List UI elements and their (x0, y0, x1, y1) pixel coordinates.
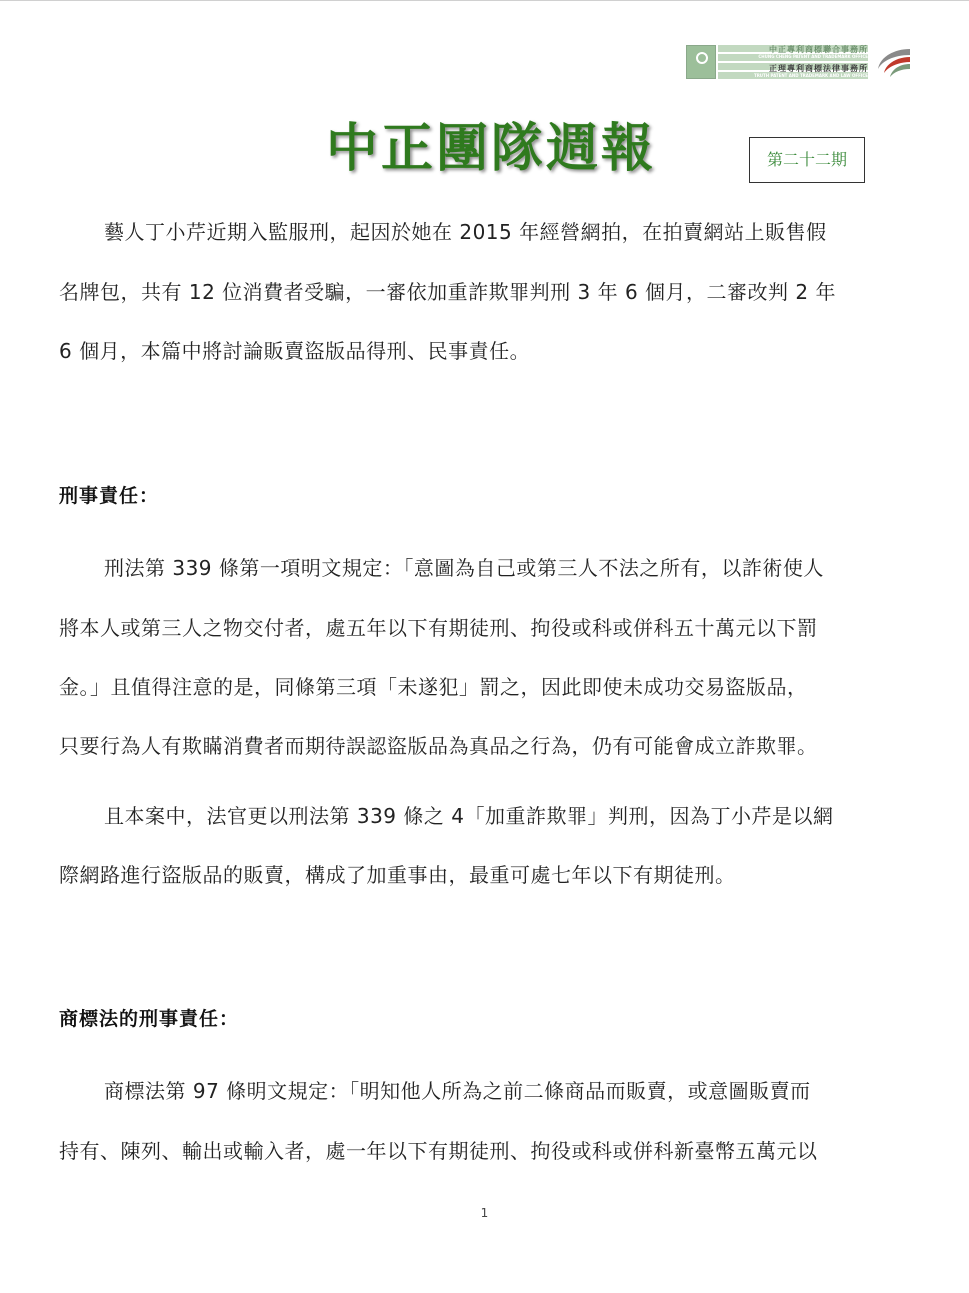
criminal-law-line: 刑法第 339 條第一項明文規定：「意圖為自己或第三人不法之所有，以詐術使人 (104, 556, 824, 580)
logo-emblem-icon (686, 45, 716, 79)
trademark-law-line: 持有、陳列、輸出或輸入者，處一年以下有期徒刑、拘役或科或併科新臺幣五萬元以 (59, 1139, 818, 1163)
criminal-law-line: 金。」且值得注意的是，同條第三項「未遂犯」罰之，因此即使未成功交易盜版品， (59, 675, 808, 699)
page-number: 1 (480, 1206, 489, 1220)
criminal-law-line: 只要行為人有欺瞞消費者而期待誤認盜版品為真品之行為，仍有可能會成立詐欺罪。 (59, 734, 818, 758)
logo-name-2: 正理專利商標法律事務所 (769, 64, 868, 73)
newsletter-title: 中正團隊週報 (326, 119, 657, 179)
issue-number-box: 第二十二期 (749, 137, 865, 183)
logo-english-1: CHUNG CHENG PATENT AND TRADEMARK OFFICE (758, 54, 868, 59)
aggravated-fraud-line: 際網路進行盜版品的販賣，構成了加重事由，最重可處七年以下有期徒刑。 (59, 863, 736, 887)
aggravated-fraud-line: 且本案中，法官更以刑法第 339 條之 4「加重詐欺罪」判刑，因為丁小芹是以網 (104, 804, 834, 828)
firm-logo (686, 43, 912, 81)
intro-line: 6 個月，本篇中將討論販賣盜版品得刑、民事責任。 (59, 339, 531, 363)
logo-english-2: TRUTH PATENT AND TRADEMARK AND LAW OFFICE (753, 73, 868, 78)
criminal-law-line: 將本人或第三人之物交付者，處五年以下有期徒刑、拘役或科或併科五十萬元以下罰 (59, 616, 818, 640)
logo-name-1: 中正專利商標聯合事務所 (769, 45, 868, 54)
logo-swoosh-icon (872, 43, 912, 81)
intro-line: 藝人丁小芹近期入監服刑，起因於她在 2015 年經營網拍，在拍賣網站上販售假 (104, 220, 827, 244)
trademark-law-line: 商標法第 97 條明文規定：「明知他人所為之前二條商品而販賣，或意圖販賣而 (104, 1079, 811, 1103)
intro-line: 名牌包，共有 12 位消費者受騙，一審依加重詐欺罪判刑 3 年 6 個月，二審改判 2 年 (59, 280, 836, 304)
section-heading-trademark: 商標法的刑事責任： (59, 1008, 240, 1030)
section-heading-criminal: 刑事責任： (59, 485, 160, 507)
